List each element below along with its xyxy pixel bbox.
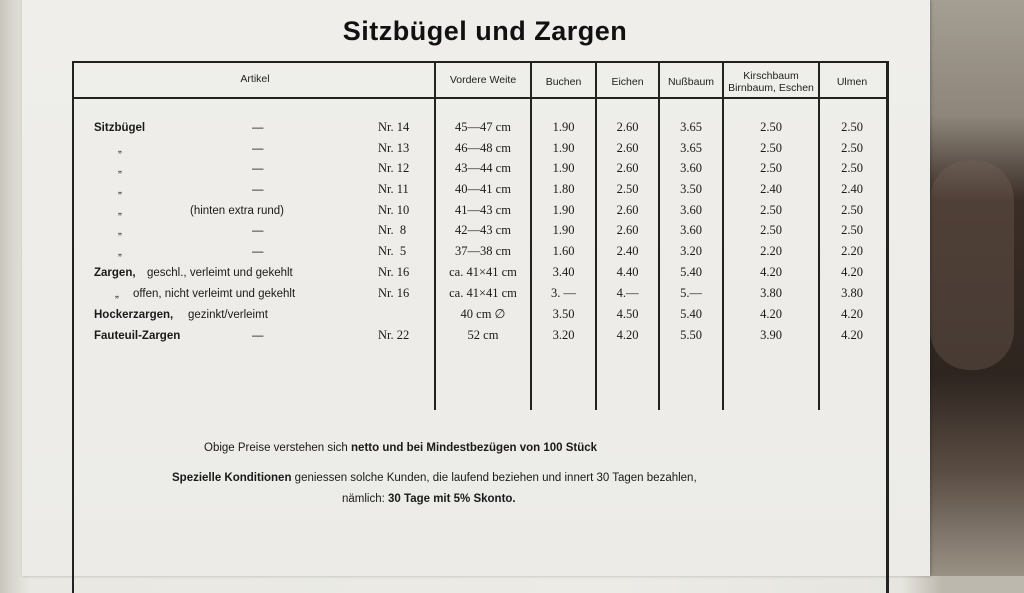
price-buchen: 1.60 xyxy=(552,244,575,258)
price-kirschbaum: 2.50 xyxy=(760,141,782,155)
price-eichen: 2.60 xyxy=(616,161,639,175)
price-ulmen: 2.50 xyxy=(841,203,863,217)
note-line-1-a: Obige Preise verstehen sich xyxy=(204,442,352,454)
price-nussbaum: 3.60 xyxy=(680,161,702,175)
price-eichen: 4.— xyxy=(616,286,639,300)
row-vordere-weite: ca. 41×41 cm xyxy=(449,265,517,279)
row-description: offen, nicht verleimt und gekehlt xyxy=(133,288,296,300)
price-kirschbaum: 2.50 xyxy=(760,203,782,217)
background-highlight xyxy=(930,160,1014,370)
price-eichen: 2.60 xyxy=(616,141,639,155)
price-kirschbaum: 3.90 xyxy=(760,328,782,342)
price-ulmen: 4.20 xyxy=(841,328,863,342)
row-description: geschl., verleimt und gekehlt xyxy=(147,267,293,279)
row-vordere-weite: 52 cm xyxy=(467,328,499,342)
row-name: Hockerzargen, xyxy=(94,309,174,321)
row-number: Nr. 12 xyxy=(378,161,410,175)
price-buchen: 1.80 xyxy=(552,182,575,196)
row-vordere-weite: 43—44 cm xyxy=(455,161,511,175)
price-ulmen: 2.50 xyxy=(841,161,863,175)
row-name: „ xyxy=(118,225,122,237)
row-description: — xyxy=(252,246,264,258)
note-line-1-b: netto und bei Mindestbezügen von 100 Stück xyxy=(351,442,598,454)
price-kirschbaum: 2.50 xyxy=(760,120,782,134)
price-nussbaum: 3.50 xyxy=(680,182,702,196)
row-number: Nr. 8 xyxy=(378,223,407,237)
row-description: gezinkt/verleimt xyxy=(188,309,268,321)
price-ulmen: 2.20 xyxy=(841,244,863,258)
row-name: „ xyxy=(118,163,122,175)
note-line-3-a: nämlich: xyxy=(342,493,389,505)
price-ulmen: 2.50 xyxy=(841,223,863,237)
row-description: — xyxy=(252,330,264,342)
price-eichen: 2.60 xyxy=(616,203,639,217)
price-eichen: 4.20 xyxy=(616,328,639,342)
price-ulmen: 2.50 xyxy=(841,120,863,134)
row-vordere-weite: ca. 41×41 cm xyxy=(449,286,517,300)
price-eichen: 2.60 xyxy=(616,223,639,237)
background-dark-object xyxy=(920,0,1024,576)
row-number: Nr. 16 xyxy=(378,286,410,300)
note-line-2-b: geniessen solche Kunden, die laufend beziehen und innert 30 Tagen bezahlen, xyxy=(291,472,697,484)
row-name: „ xyxy=(118,143,122,155)
row-vordere-weite: 45—47 cm xyxy=(455,120,511,134)
row-name: „ xyxy=(118,246,122,258)
price-kirschbaum: 4.20 xyxy=(760,265,782,279)
price-buchen: 1.90 xyxy=(552,223,575,237)
row-name: Fauteuil-Zargen xyxy=(94,330,181,342)
price-buchen: 3.50 xyxy=(552,307,575,321)
price-ulmen: 3.80 xyxy=(841,286,863,300)
row-number: Nr. 13 xyxy=(378,141,410,155)
note-line-1 xyxy=(204,440,597,456)
price-nussbaum: 5.40 xyxy=(680,265,702,279)
row-number: Nr. 14 xyxy=(378,120,410,134)
header-nussbaum: Nußbaum xyxy=(667,76,715,88)
row-name: Sitzbügel xyxy=(94,122,146,134)
price-nussbaum: 3.65 xyxy=(680,141,702,155)
price-ulmen: 2.40 xyxy=(841,182,863,196)
price-eichen: 2.40 xyxy=(616,244,639,258)
price-nussbaum: 3.20 xyxy=(680,244,702,258)
price-ulmen: 2.50 xyxy=(841,141,863,155)
price-buchen: 3.40 xyxy=(552,265,575,279)
row-name: „ xyxy=(118,184,122,196)
price-nussbaum: 3.65 xyxy=(680,120,702,134)
row-description: — xyxy=(252,225,264,237)
header-vordere-weite: Vordere Weite xyxy=(449,74,517,86)
price-kirschbaum: 2.20 xyxy=(760,244,782,258)
row-number: Nr. 5 xyxy=(378,244,407,258)
header-eichen: Eichen xyxy=(611,76,644,88)
row-name: Zargen, xyxy=(94,267,136,279)
price-nussbaum: 3.60 xyxy=(680,223,702,237)
price-eichen: 4.40 xyxy=(616,265,639,279)
price-ulmen: 4.20 xyxy=(841,265,863,279)
row-description: — xyxy=(252,163,264,175)
row-vordere-weite: 37—38 cm xyxy=(455,244,511,258)
page-title: Sitzbügel und Zargen xyxy=(342,16,628,46)
price-eichen: 2.60 xyxy=(616,120,639,134)
note-line-2-a: Spezielle Konditionen xyxy=(172,472,292,484)
row-description: — xyxy=(252,184,264,196)
price-eichen: 2.50 xyxy=(616,182,639,196)
row-description: — xyxy=(252,122,264,134)
price-nussbaum: 5.40 xyxy=(680,307,702,321)
row-name: „ xyxy=(115,288,119,300)
row-vordere-weite: 41—43 cm xyxy=(455,203,511,217)
price-kirschbaum: 2.40 xyxy=(760,182,782,196)
price-buchen: 1.90 xyxy=(552,161,575,175)
price-nussbaum: 5.— xyxy=(680,286,702,300)
row-description: (hinten extra rund) xyxy=(190,205,284,217)
price-kirschbaum: 2.50 xyxy=(760,161,782,175)
row-number: Nr. 22 xyxy=(378,328,410,342)
header-divider xyxy=(74,97,886,99)
price-buchen: 3.20 xyxy=(552,328,575,342)
header-ulmen: Ulmen xyxy=(836,76,868,88)
price-eichen: 4.50 xyxy=(616,307,639,321)
price-kirschbaum: 2.50 xyxy=(760,223,782,237)
row-vordere-weite: 40 cm ∅ xyxy=(460,307,506,321)
row-vordere-weite: 46—48 cm xyxy=(455,141,511,155)
header-buchen: Buchen xyxy=(545,76,582,88)
row-vordere-weite: 42—43 cm xyxy=(455,223,511,237)
note-line-3 xyxy=(342,491,516,507)
price-buchen: 1.90 xyxy=(552,141,575,155)
row-name: „ xyxy=(118,205,122,217)
price-nussbaum: 5.50 xyxy=(680,328,702,342)
price-buchen: 1.90 xyxy=(552,203,575,217)
price-nussbaum: 3.60 xyxy=(680,203,702,217)
price-kirschbaum: 3.80 xyxy=(760,286,782,300)
price-ulmen: 4.20 xyxy=(841,307,863,321)
note-line-3-b: 30 Tage mit 5% Skonto. xyxy=(388,493,516,505)
row-number: Nr. 11 xyxy=(378,182,409,196)
row-vordere-weite: 40—41 cm xyxy=(455,182,511,196)
note-line-2 xyxy=(172,470,697,486)
header-kirschbaum: Kirschbaum Birnbaum, Eschen xyxy=(728,70,814,94)
header-artikel: Artikel xyxy=(240,73,270,85)
row-number: Nr. 10 xyxy=(378,203,410,217)
row-description: — xyxy=(252,143,264,155)
row-number: Nr. 16 xyxy=(378,265,410,279)
price-buchen: 3. — xyxy=(551,286,576,300)
price-kirschbaum: 4.20 xyxy=(760,307,782,321)
price-buchen: 1.90 xyxy=(552,120,575,134)
